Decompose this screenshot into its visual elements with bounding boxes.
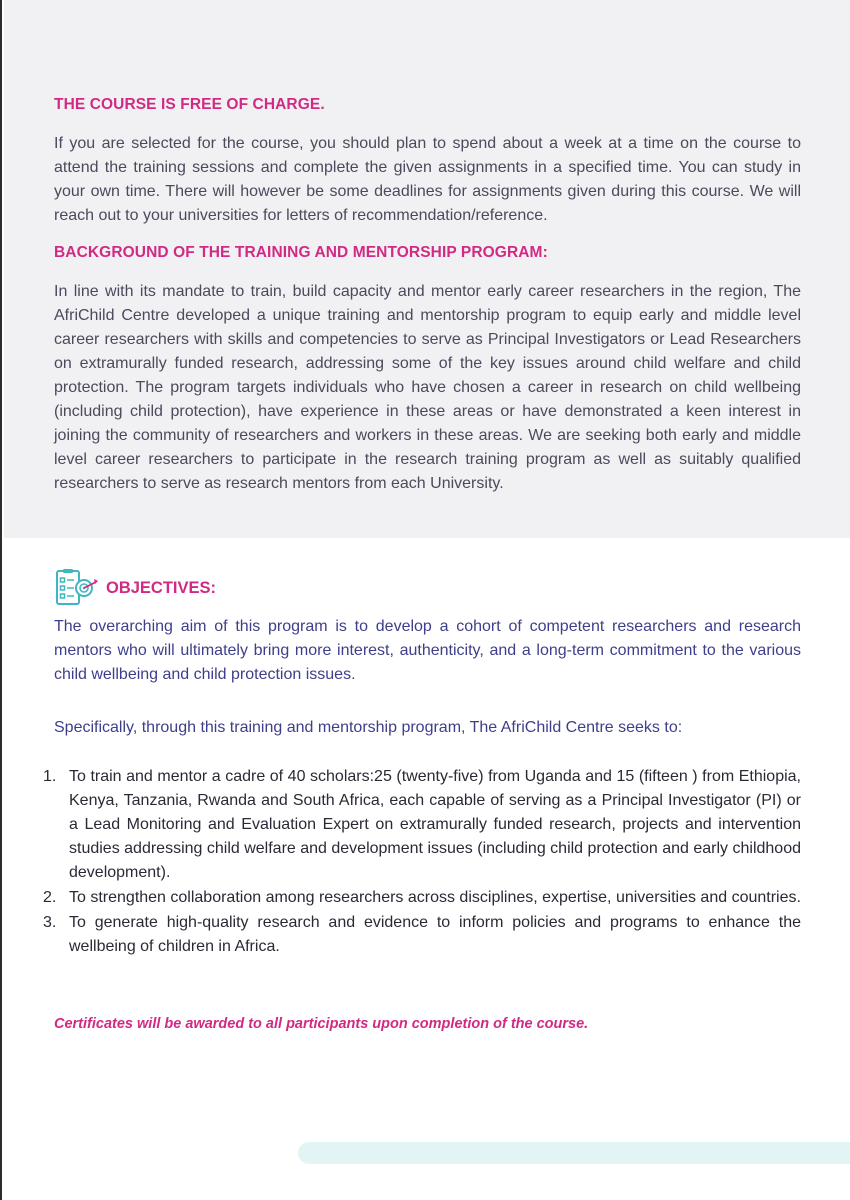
background-heading: BACKGROUND OF THE TRAINING AND MENTORSHIP PROGRAM:: [54, 244, 548, 261]
list-item: [32, 765, 801, 885]
objectives-list: [32, 765, 801, 960]
objectives-aim: The overarching aim of this program is to develop a cohort of competent researchers and research mentors who will ultimately bring more interest, authenticity, and a long-term commitment to the various child wellbeing and child protection issues.: [54, 618, 801, 683]
objectives-intro: Specifically, through this training and mentorship program, The AfriChild Centre seeks to:: [54, 719, 683, 736]
list-item-text: To train and mentor a cadre of 40 scholars:25 (twenty-five) from Uganda and 15 (fifteen ) from Ethiopia, Kenya, Tanzania, Rwanda and South Africa, each capable of serving as a Principal Investigator (PI) or a Lead Monitoring and Evaluation Expert on extramurally funded research, projects and intervention studies addressing child welfare and development issues (including child protection and early childhood development).: [69, 768, 801, 881]
free-course-heading: THE COURSE IS FREE OF CHARGE.: [54, 96, 325, 113]
list-item-number: 1.: [43, 768, 57, 785]
objectives-heading: OBJECTIVES:: [106, 578, 217, 597]
list-item-number: 3.: [43, 914, 57, 931]
certificate-note: Certificates will be awarded to all participants upon completion of the course.: [54, 1016, 589, 1032]
objectives-header: [54, 568, 216, 608]
list-item-text: To generate high-quality research and evidence to inform policies and programs to enhance the wellbeing of children in Africa.: [69, 914, 801, 955]
footer-decoration: [298, 1142, 850, 1164]
free-course-paragraph: If you are selected for the course, you should plan to spend about a week at a time on the course to attend the training sessions and complete the given assignments in a specified time. You can study in your own time. There will however be some deadlines for assignments given during this course. We will reach out to your universities for letters of recommendation/reference.: [54, 135, 801, 224]
list-item-number: 2.: [43, 889, 57, 906]
list-item: [32, 911, 801, 959]
list-item-text: To strengthen collaboration among researchers across disciplines, expertise, universities and countries.: [69, 889, 801, 906]
checklist-target-icon: [54, 568, 100, 608]
background-paragraph: In line with its mandate to train, build capacity and mentor early career researchers in the region, The AfriChild Centre developed a unique training and mentorship program to equip early and middle level career researchers with skills and competencies to serve as Principal Investigators or Lead Researchers on extramurally funded research, addressing some of the key issues around child welfare and child protection. The program targets individuals who have chosen a career in research on child wellbeing (including child protection), have experience in these areas or have demonstrated a keen interest in joining the community of researchers and workers in these areas. We are seeking both early and middle level career researchers to participate in the research training program as well as suitably qualified researchers to serve as research mentors from each University.: [54, 283, 801, 492]
list-item: [32, 886, 801, 910]
